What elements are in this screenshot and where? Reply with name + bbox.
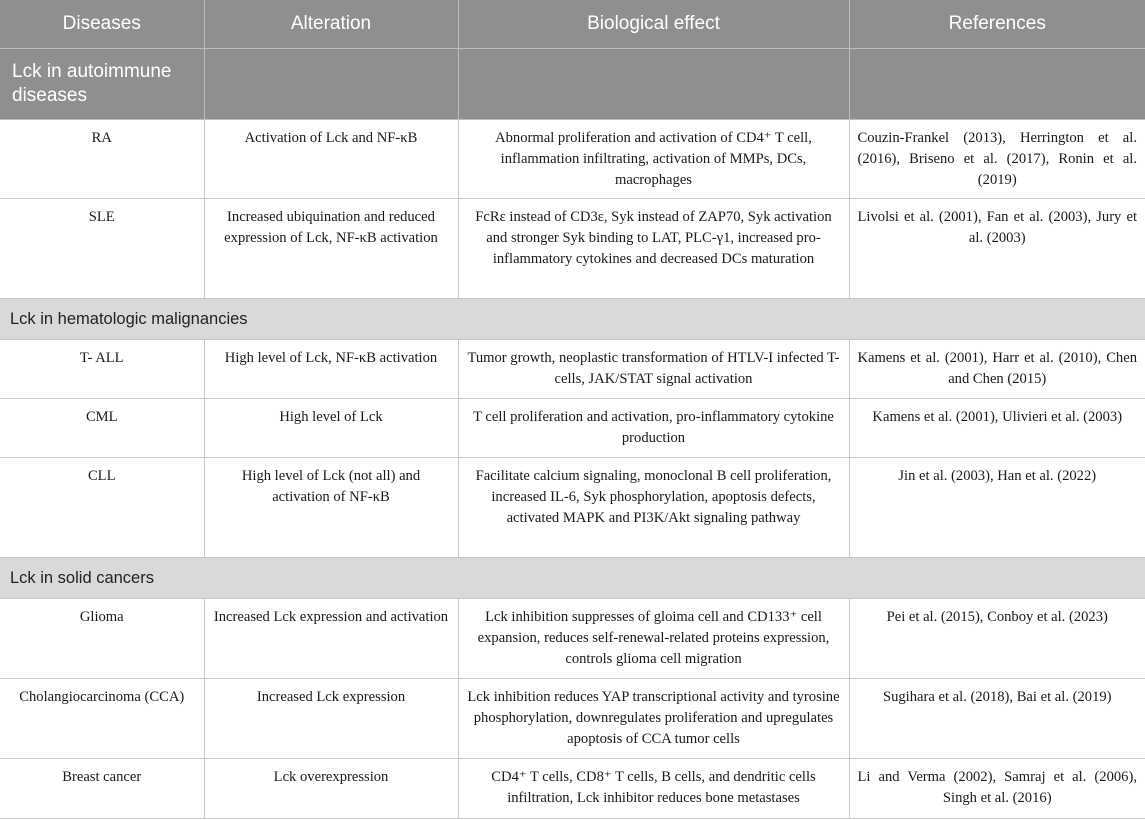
table-row [0,458,1145,558]
group-title-hematologic: Lck in hematologic malignancies [0,299,1145,340]
alteration-cell: High level of Lck [204,399,458,458]
references-cell: Couzin-Frankel (2013), Herrington et al. (2016), Briseno et al. (2017), Ronin et al. (2019) [849,120,1145,199]
disease-cell: CLL [0,458,204,558]
group-empty-cell [849,49,1145,120]
effect-cell: Abnormal proliferation and activation of CD4⁺ T cell, inflammation infiltrating, activation of MMPs, DCs, macrophages [458,120,849,199]
effect-cell: Facilitate calcium signaling, monoclonal B cell proliferation, increased IL-6, Syk phosphorylation, apoptosis defects, activated MAPK and PI3K/Akt signaling pathway [458,458,849,558]
alteration-cell: Lck overexpression [204,759,458,819]
group-empty-cell [458,49,849,120]
group-title-solid-cancers: Lck in solid cancers [0,558,1145,599]
group-row-autoimmune [0,49,1145,120]
disease-cell: T- ALL [0,340,204,399]
table-row [0,399,1145,458]
references-cell: Jin et al. (2003), Han et al. (2022) [849,458,1145,558]
header-row [0,0,1145,49]
header-references: References [849,0,1145,49]
references-cell: Pei et al. (2015), Conboy et al. (2023) [849,599,1145,679]
alteration-cell: High level of Lck, NF-κB activation [204,340,458,399]
disease-cell: Glioma [0,599,204,679]
alteration-cell: High level of Lck (not all) and activation of NF-κB [204,458,458,558]
group-empty-cell [204,49,458,120]
table-row [0,599,1145,679]
disease-cell: RA [0,120,204,199]
disease-cell: SLE [0,199,204,299]
effect-cell: FcRε instead of CD3ε, Syk instead of ZAP70, Syk activation and stronger Syk binding to LAT, PLC-γ1, increased pro-inflammatory cytokines and decreased DCs maturation [458,199,849,299]
effect-cell: CD4⁺ T cells, CD8⁺ T cells, B cells, and dendritic cells infiltration, Lck inhibitor reduces bone metastases [458,759,849,819]
disease-cell: Breast cancer [0,759,204,819]
effect-cell: T cell proliferation and activation, pro-inflammatory cytokine production [458,399,849,458]
table-header [0,0,1145,49]
table-row [0,340,1145,399]
group-row-hematologic [0,299,1145,340]
references-cell: Livolsi et al. (2001), Fan et al. (2003), Jury et al. (2003) [849,199,1145,299]
group-row-solid-cancers [0,558,1145,599]
alteration-cell: Increased ubiquination and reduced expression of Lck, NF-κB activation [204,199,458,299]
table-row [0,199,1145,299]
alteration-cell: Activation of Lck and NF-κB [204,120,458,199]
alteration-cell: Increased Lck expression [204,679,458,759]
references-cell: Kamens et al. (2001), Ulivieri et al. (2003) [849,399,1145,458]
table-row [0,759,1145,819]
effect-cell: Lck inhibition suppresses of gloima cell and CD133⁺ cell expansion, reduces self-renewal-related proteins expression, controls glioma cell migration [458,599,849,679]
effect-cell: Tumor growth, neoplastic transformation of HTLV-I infected T-cells, JAK/STAT signal activation [458,340,849,399]
table-body [0,49,1145,819]
header-alteration: Alteration [204,0,458,49]
references-cell: Sugihara et al. (2018), Bai et al. (2019) [849,679,1145,759]
references-cell: Li and Verma (2002), Samraj et al. (2006), Singh et al. (2016) [849,759,1145,819]
effect-cell: Lck inhibition reduces YAP transcriptional activity and tyrosine phosphorylation, downregulates proliferation and upregulates apoptosis of CCA tumor cells [458,679,849,759]
header-diseases: Diseases [0,0,204,49]
header-biological-effect: Biological effect [458,0,849,49]
alteration-cell: Increased Lck expression and activation [204,599,458,679]
table-row [0,120,1145,199]
group-title-autoimmune: Lck in autoimmune diseases [0,49,204,120]
disease-cell: Cholangiocarcinoma (CCA) [0,679,204,759]
references-cell: Kamens et al. (2001), Harr et al. (2010), Chen and Chen (2015) [849,340,1145,399]
disease-cell: CML [0,399,204,458]
table-row [0,679,1145,759]
